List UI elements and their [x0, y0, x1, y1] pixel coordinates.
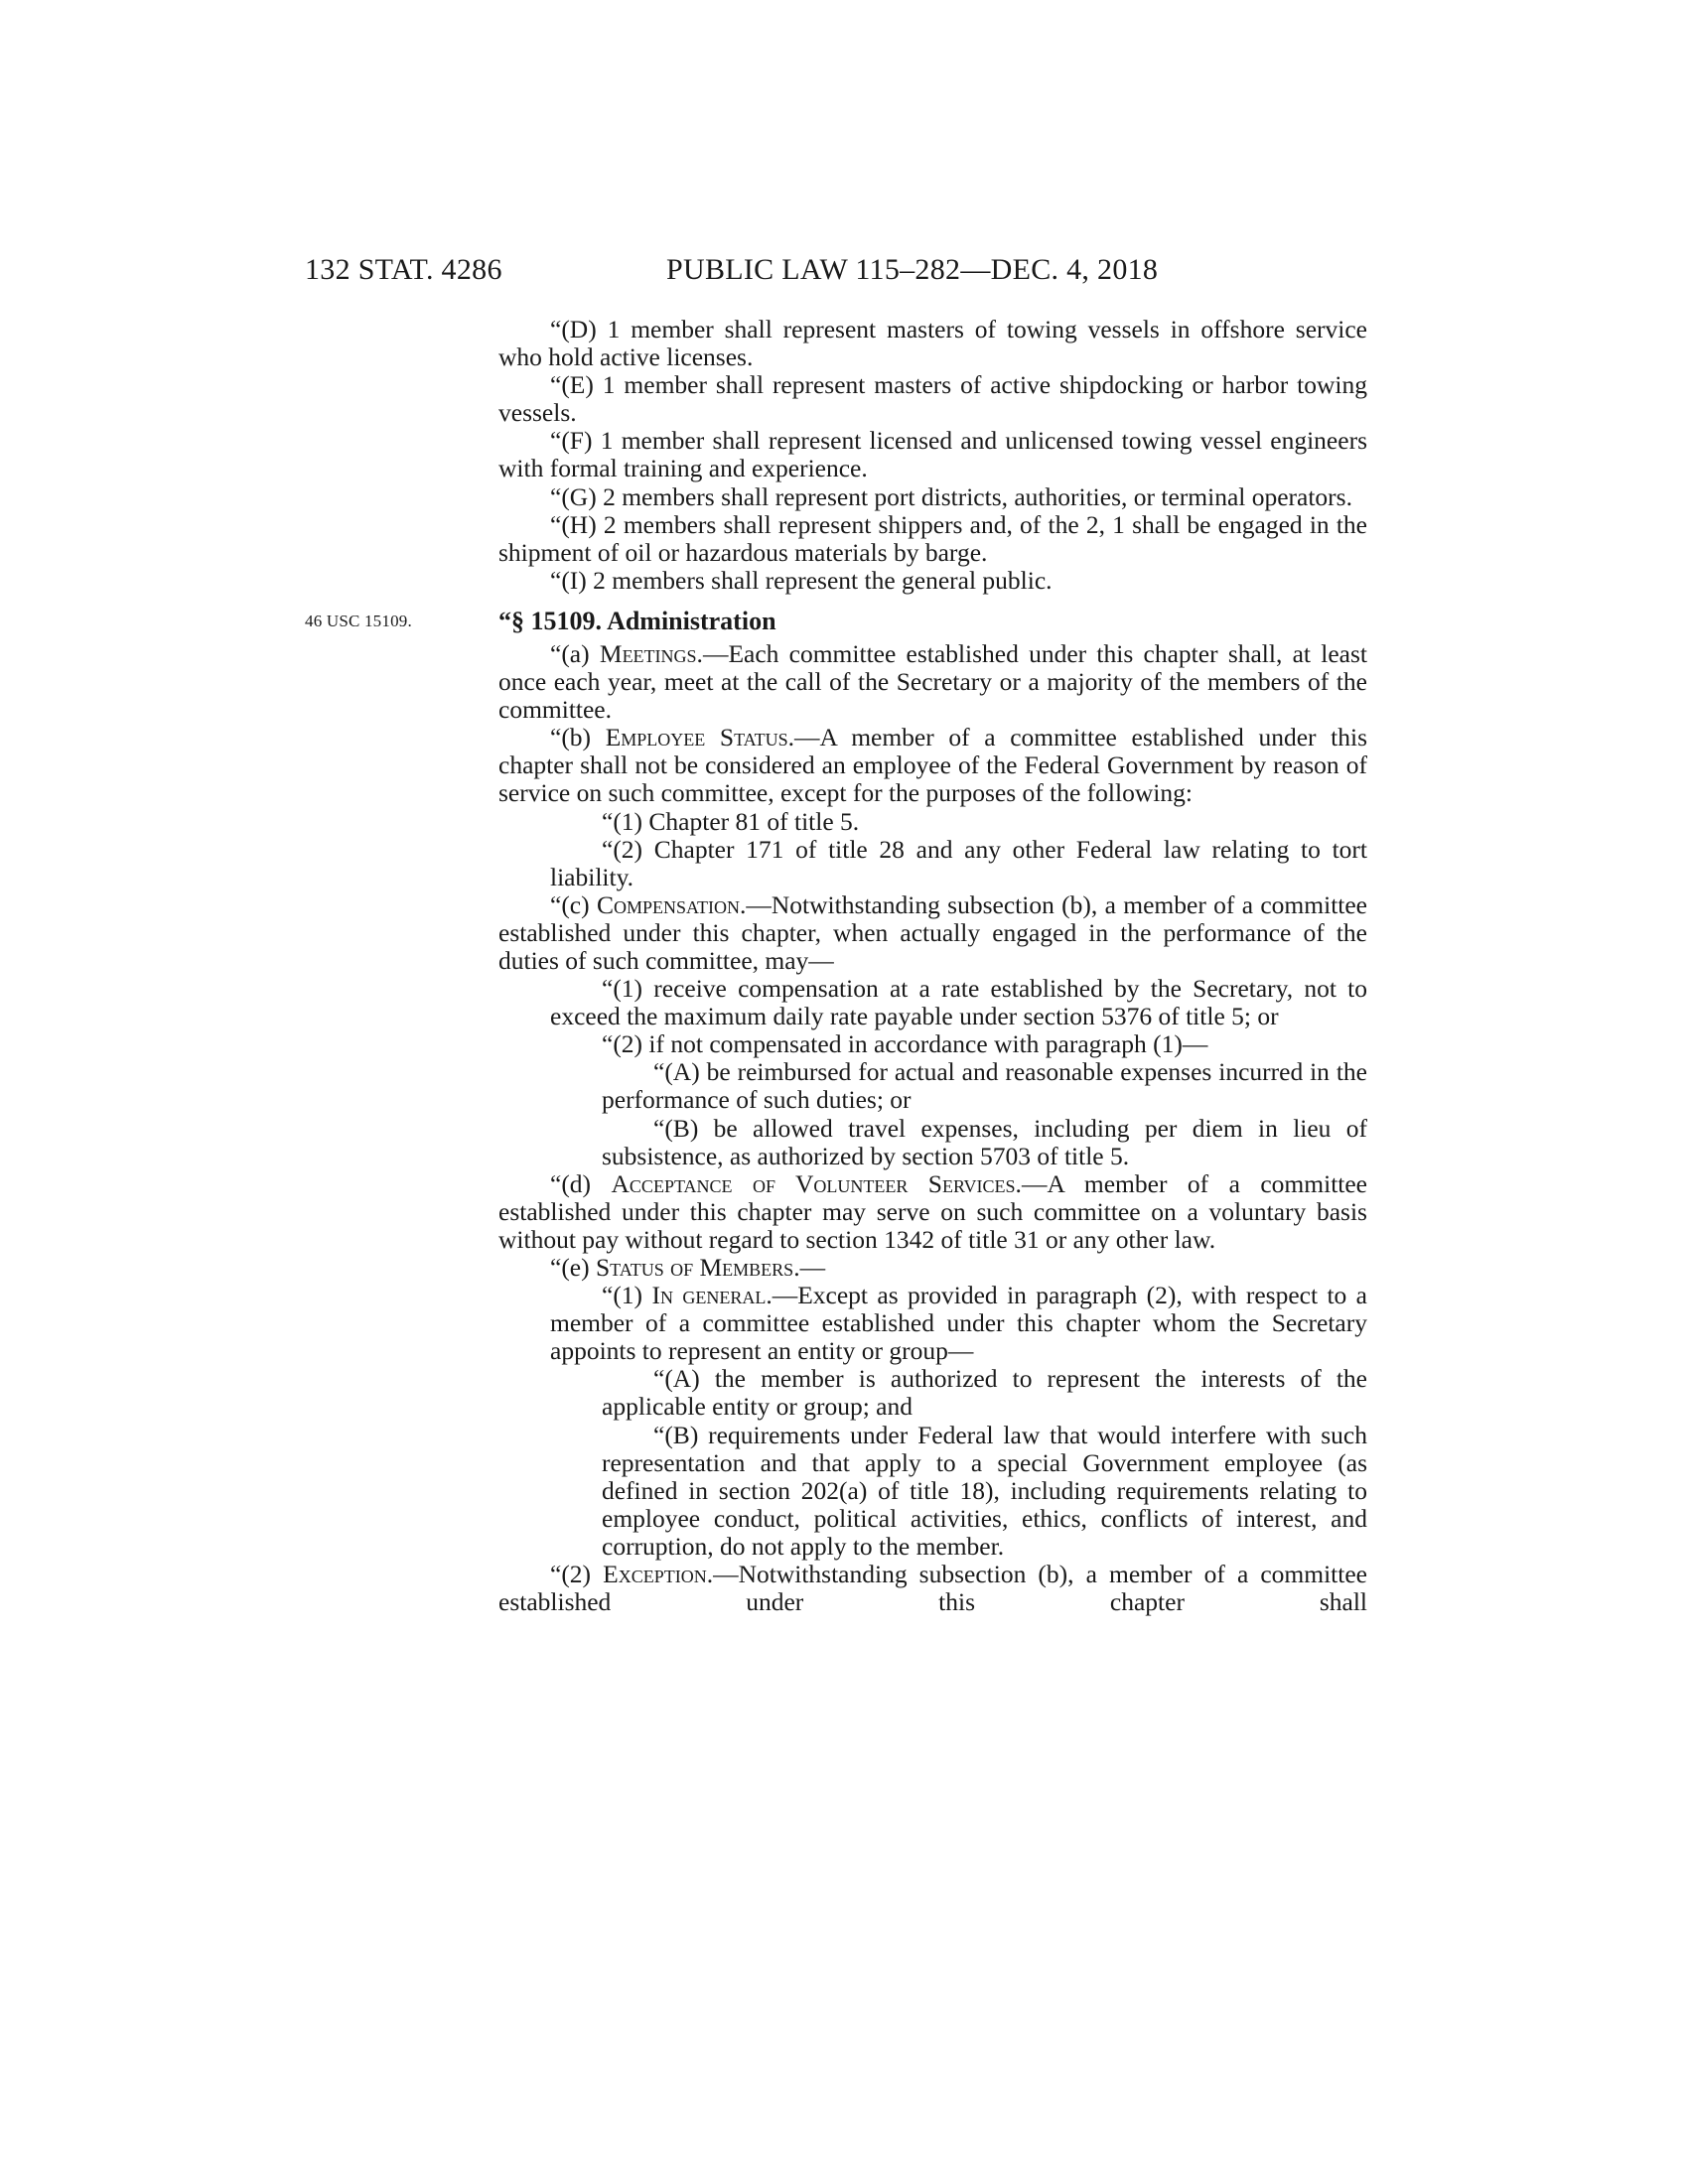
- paragraph-g: “(G) 2 members shall represent port districts, authorities, or terminal operators.: [550, 481, 1352, 511]
- subsection-a-text: —Each committee established under this chapter shall, at least once each year, meet at the call of the Secretary or a majority of the members of the committee.: [498, 638, 1368, 725]
- subsection-b-paragraph-2: “(2) Chapter 171 of title 28 and any other Federal law relating to tort liability.: [550, 834, 1367, 891]
- subsection-a-caption: Meetings.: [599, 638, 703, 668]
- subsection-e: [498, 1254, 1367, 1282]
- subsection-d-text: —A member of a committee established under this chapter may serve on such committee on a voluntary basis without pay without regard to section 1342 of title 31 or any other law.: [498, 1168, 1367, 1254]
- margin-note: 46 USC 15109.: [305, 611, 412, 630]
- paragraph-h: “(H) 2 members shall represent shippers and, of the 2, 1 shall be engaged in the shipment of oil or hazardous materials by barge.: [498, 509, 1367, 567]
- paragraph-d: “(D) 1 member shall represent masters of towing vessels in offshore service who hold active licenses.: [498, 315, 1367, 372]
- subsection-c-subparagraph-a: “(A) be reimbursed for actual and reasonable expenses incurred in the performance of such duties; or: [602, 1057, 1367, 1115]
- section-title: “§ 15109. Administration: [498, 606, 776, 635]
- subsection-c-paragraph-1: “(1) receive compensation at a rate established by the Secretary, not to exceed the maximum daily rate payable under section 5376 of title 5; or: [550, 974, 1367, 1031]
- subsection-e-paragraph-2: [498, 1561, 1367, 1616]
- subsection-d: [498, 1170, 1367, 1254]
- subsection-e-paragraph-1-lead: “(1): [602, 1281, 652, 1310]
- subsection-e-paragraph-2-caption: Exception.: [603, 1560, 714, 1589]
- subsection-e-paragraph-1-text: —Except as provided in paragraph (2), with respect to a member of a committee established under this chapter whom the Secretary appoints to represent an entity or group—: [550, 1281, 1367, 1366]
- subsection-b-lead: “(b): [550, 723, 606, 752]
- subsection-d-caption: Acceptance of Volunteer Services.: [611, 1168, 1022, 1198]
- subsection-e-paragraph-1: [498, 1282, 1367, 1365]
- subsection-b-text: —A member of a committee established under this chapter shall not be considered an employee of the Federal Government by reason of service on such committee, except for the purposes of the following:: [498, 723, 1367, 808]
- subsection-d-lead: “(d): [550, 1168, 612, 1198]
- subsection-e-paragraph-1-caption: In general.: [651, 1281, 773, 1310]
- subsection-e-paragraph-2-lead: “(2): [550, 1560, 604, 1589]
- subsection-c-lead: “(c): [550, 889, 597, 919]
- paragraph-f: “(F) 1 member shall represent licensed and unlicensed towing vessel engineers with formal training and experience.: [498, 426, 1367, 483]
- law-reference: PUBLIC LAW 115–282—DEC. 4, 2018: [666, 253, 1159, 286]
- subsection-e-paragraph-2-text: —Notwithstanding subsection (b), a member of a committee established under this chapter shall: [498, 1560, 1367, 1617]
- page-reference: 132 STAT. 4286: [305, 253, 502, 286]
- subsection-b: [498, 724, 1367, 807]
- subsection-c-caption: Compensation.: [596, 889, 747, 919]
- subsection-e-text: —: [799, 1253, 826, 1282]
- section-heading: [305, 606, 1367, 636]
- subsection-e-lead: “(e): [550, 1253, 596, 1282]
- subsection-a-lead: “(a): [550, 638, 600, 668]
- subsection-e-subparagraph-b: “(B) requirements under Federal law that would interfere with such representation and that apply to a special Government employee (as defined in section 202(a) of title 18), including requirements relating to employee conduct, political activities, ethics, conflicts of interest, and corruption, do not apply to the member.: [602, 1420, 1367, 1561]
- subsection-b-paragraph-1: “(1) Chapter 81 of title 5.: [602, 806, 860, 836]
- subsection-c-text: —Notwithstanding subsection (b), a member of a committee established under this chapter, when actually engaged in the performance of the duties of such committee, may—: [498, 889, 1367, 975]
- subsection-b-caption: Employee Status.: [605, 723, 795, 752]
- subsection-e-subparagraph-a: “(A) the member is authorized to represent the interests of the applicable entity or group; and: [602, 1364, 1367, 1422]
- subsection-c: [498, 891, 1367, 975]
- body-text: [305, 315, 1368, 1617]
- subsection-c-subparagraph-b: “(B) be allowed travel expenses, including per diem in lieu of subsistence, as authorized by section 5703 of title 5.: [602, 1113, 1367, 1170]
- subsection-e-caption: Status of Members.: [596, 1253, 800, 1282]
- paragraph-i: “(I) 2 members shall represent the general public.: [550, 565, 1053, 595]
- paragraph-e: “(E) 1 member shall represent masters of active shipdocking or harbor towing vessels.: [498, 370, 1367, 428]
- running-header: [305, 250, 1367, 290]
- subsection-a: [498, 640, 1367, 724]
- subsection-c-paragraph-2: “(2) if not compensated in accordance with paragraph (1)—: [602, 1029, 1208, 1059]
